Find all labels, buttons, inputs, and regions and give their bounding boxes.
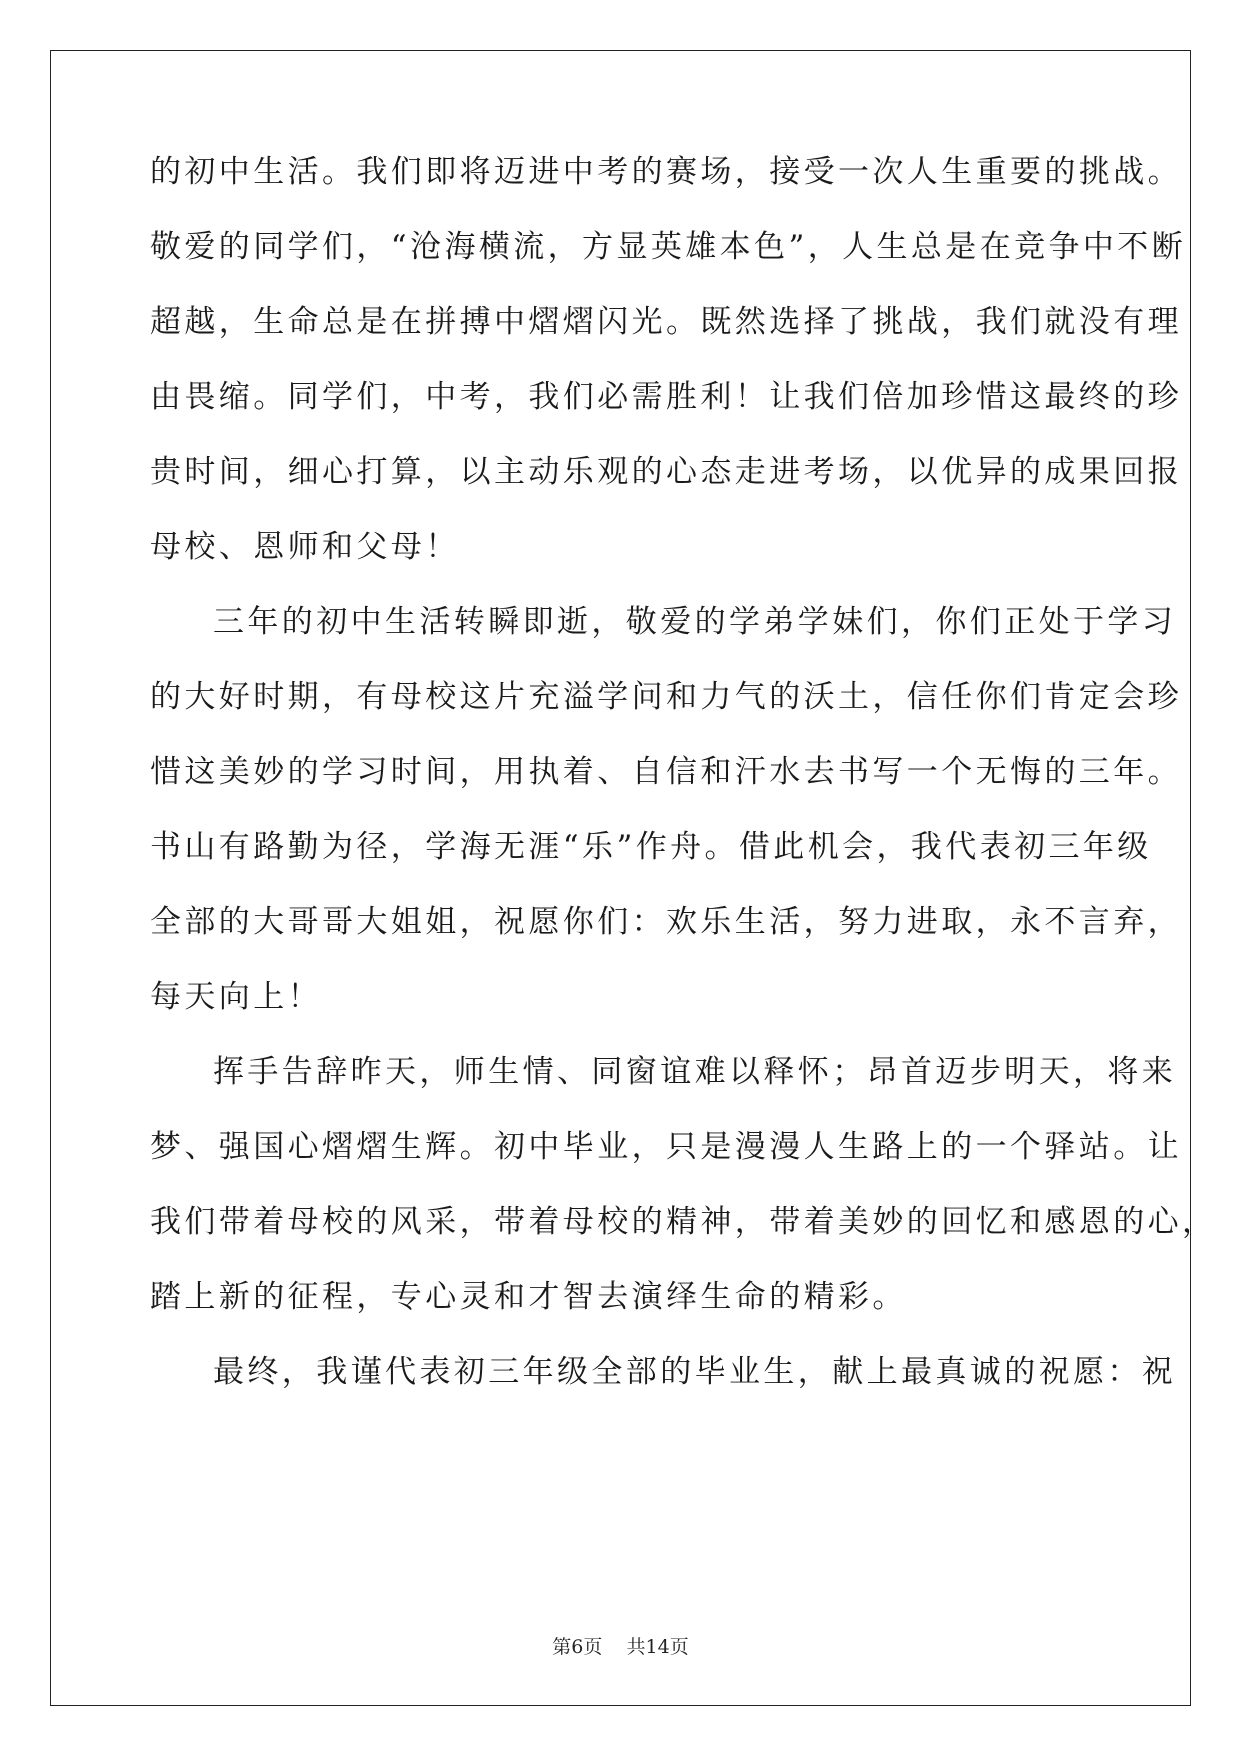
- text-line-13: 挥手告辞昨天，师生情、同窗谊难以释怀；昂首迈步明天，将来: [213, 1054, 1177, 1090]
- text-line-15: 我们带着母校的风采，带着母校的精神，带着美妙的回忆和感恩的心，: [150, 1204, 1217, 1240]
- text-line-5: 贵时间，细心打算，以主动乐观的心态走进考场，以优异的成果回报: [150, 454, 1182, 490]
- text-line-10: 书山有路勤为径，学海无涯“乐”作舟。借此机会，我代表初三年级: [150, 829, 1152, 865]
- text-line-4: 由畏缩。同学们，中考，我们必需胜利！让我们倍加珍惜这最终的珍: [150, 379, 1182, 415]
- text-line-9: 惜这美妙的学习时间，用执着、自信和汗水去书写一个无悔的三年。: [150, 754, 1182, 790]
- text-line-8: 的大好时期，有母校这片充溢学问和力气的沃土，信任你们肯定会珍: [150, 679, 1182, 715]
- text-line-6: 母校、恩师和父母！: [150, 529, 460, 565]
- text-line-2: 敬爱的同学们，“沧海横流，方显英雄本色”，人生总是在竞争中不断: [150, 229, 1187, 265]
- text-line-1: 的初中生活。我们即将迈进中考的赛场，接受一次人生重要的挑战。: [150, 154, 1182, 190]
- text-line-16: 踏上新的征程，专心灵和才智去演绎生命的精彩。: [150, 1279, 907, 1315]
- text-line-7: 三年的初中生活转瞬即逝，敬爱的学弟学妹们，你们正处于学习: [213, 604, 1177, 640]
- text-line-17: 最终，我谨代表初三年级全部的毕业生，献上最真诚的祝愿：祝: [213, 1354, 1177, 1390]
- text-line-12: 每天向上！: [150, 979, 322, 1015]
- text-line-3: 超越，生命总是在拼搏中熠熠闪光。既然选择了挑战，我们就没有理: [150, 304, 1182, 340]
- page-border: [50, 50, 1191, 1706]
- page-footer: [0, 1632, 1241, 1659]
- text-line-11: 全部的大哥哥大姐姐，祝愿你们：欢乐生活，努力进取，永不言弃，: [150, 904, 1182, 940]
- text-line-14: 梦、强国心熠熠生辉。初中毕业，只是漫漫人生路上的一个驿站。让: [150, 1129, 1182, 1165]
- page-number-label: 第6页 共14页: [552, 1636, 689, 1658]
